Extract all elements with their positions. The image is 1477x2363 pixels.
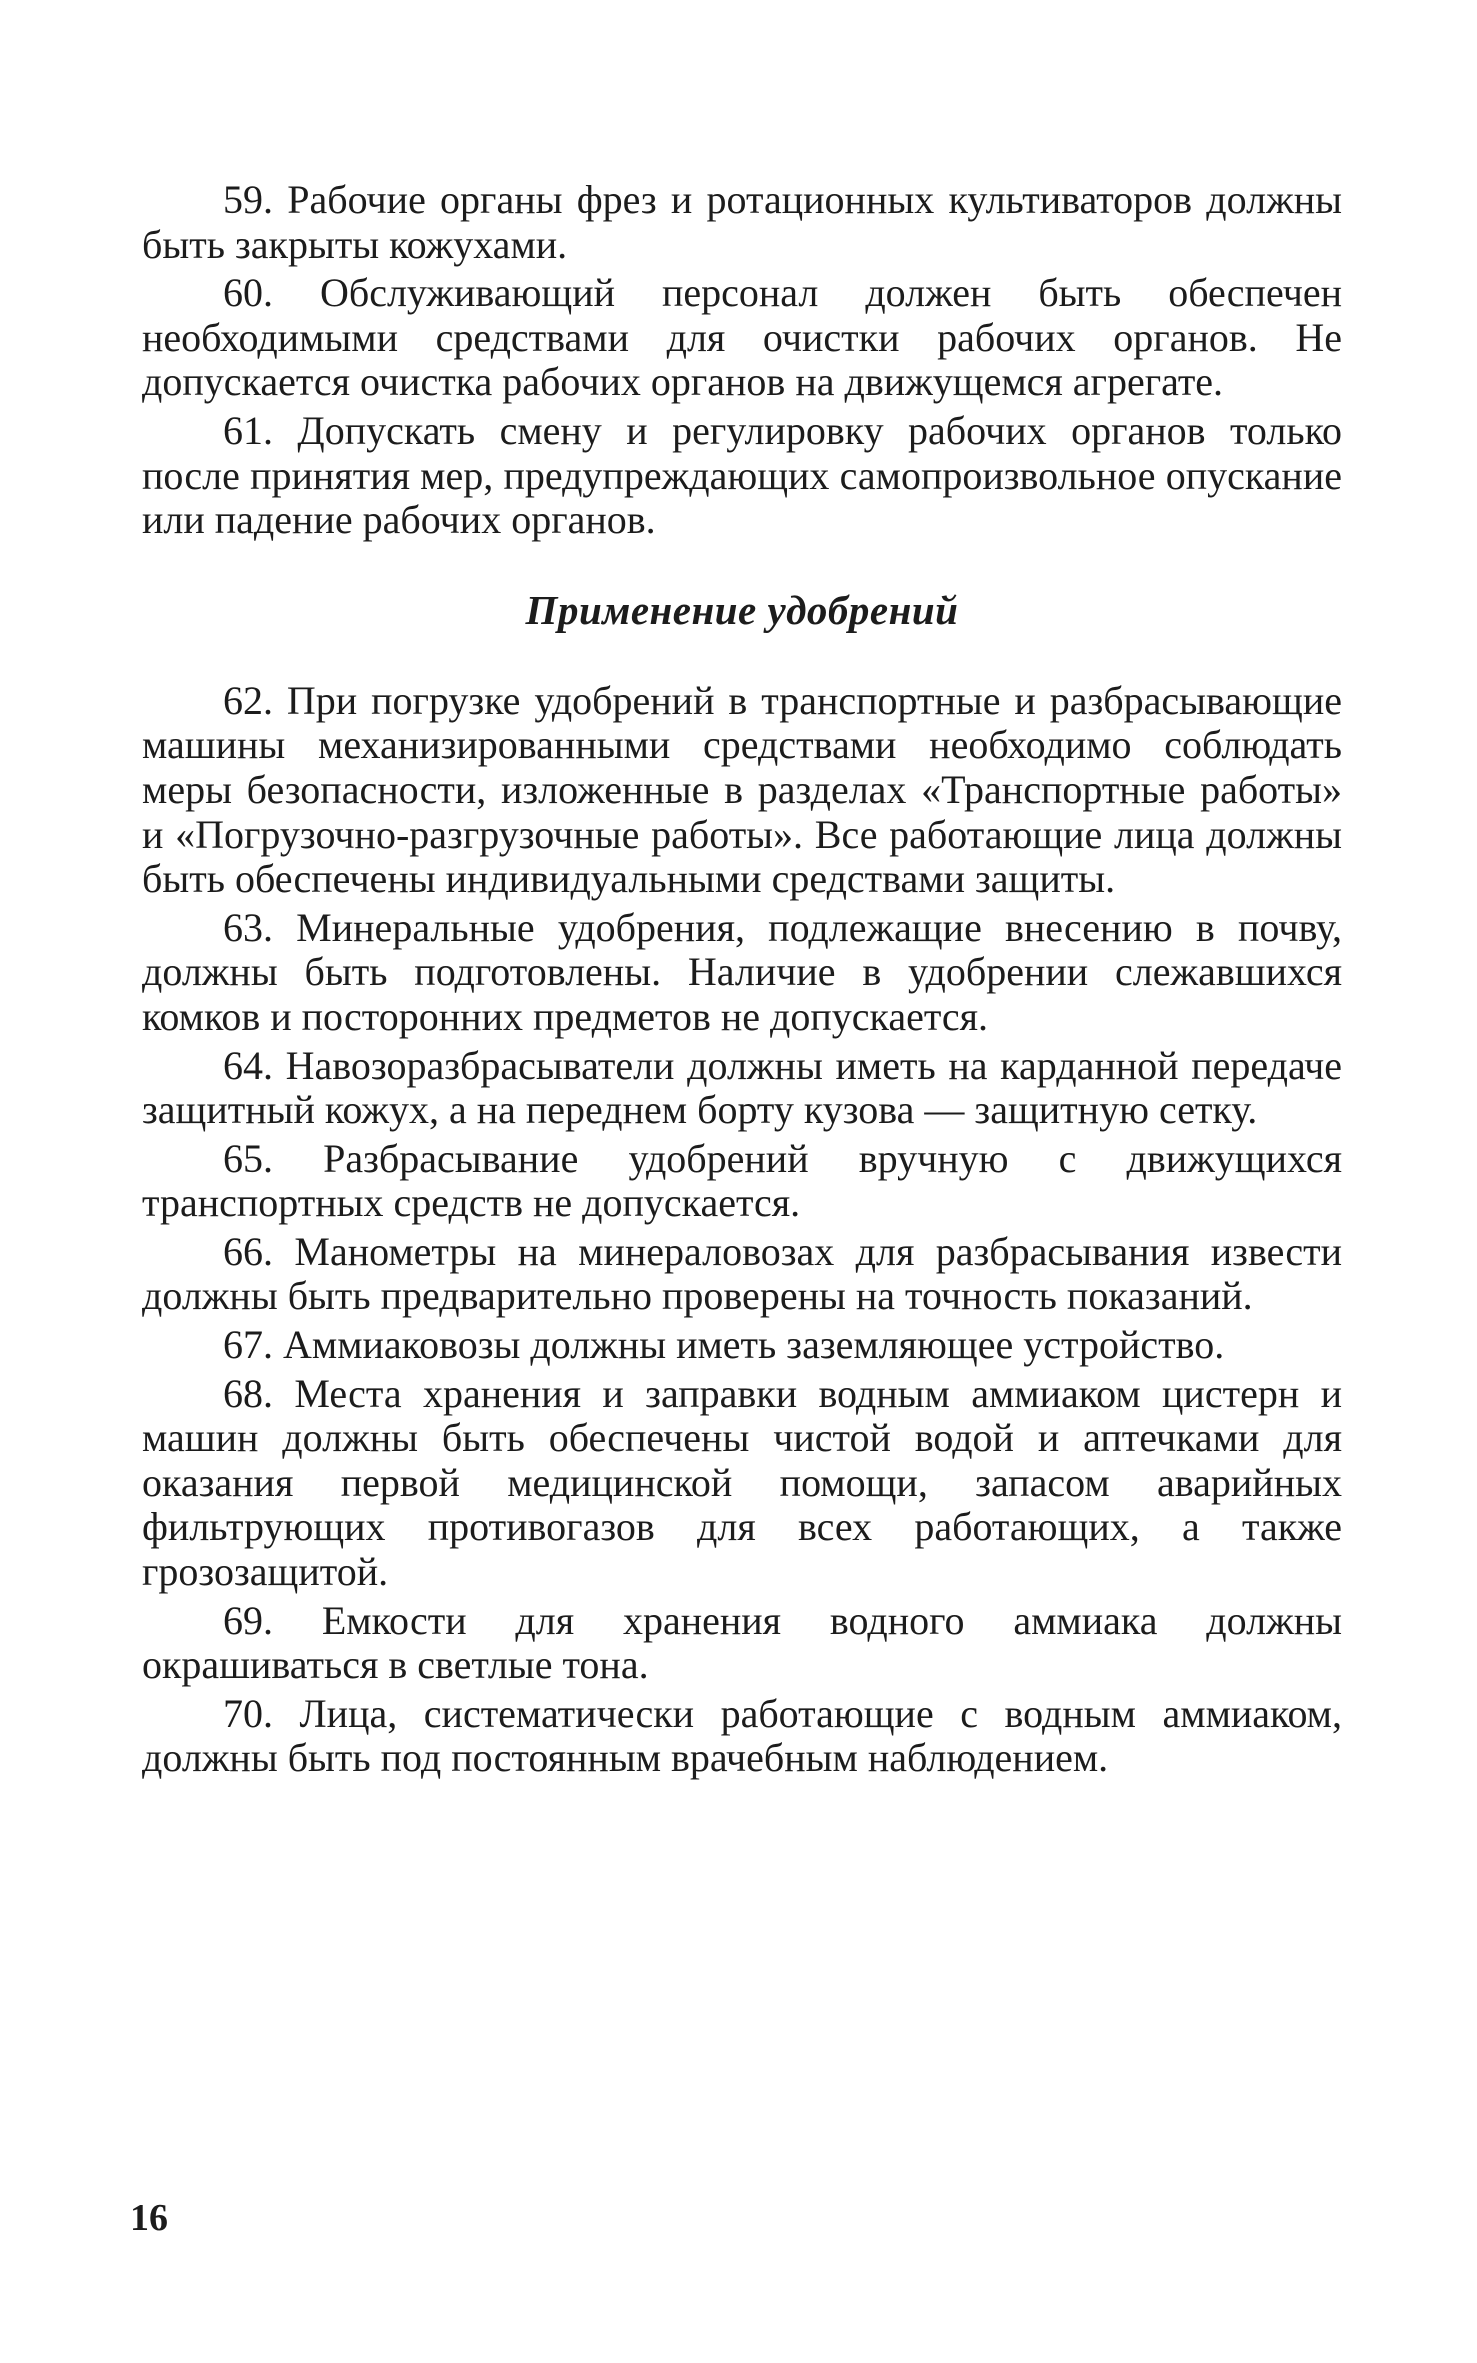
paragraph-68: 68. Места хранения и заправки водным аммиаком цистерн и машин должны быть обеспечены чистой водой и аптечками для оказания первой медицинской помощи, запасом аварийных фильтрующих противогазов для всех работающих, а также грозозащитой. [142, 1370, 1342, 1595]
paragraph-67: 67. Аммиаковозы должны иметь заземляющее устройство. [223, 1322, 1225, 1368]
page-body [142, 178, 1342, 1781]
paragraph-59: 59. Рабочие органы фрез и ротационных культиваторов должны быть закрыты кожухами. [142, 177, 1342, 267]
paragraph-60: 60. Обслуживающий персонал должен быть обеспечен необходимыми средствами для очистки рабочих органов. Не допускается очистка рабочих органов на движущемся агрегате. [142, 270, 1342, 405]
paragraph-65: 65. Разбрасывание удобрений вручную с движущихся транспортных средств не допускается. [142, 1135, 1342, 1226]
paragraph-70: 70. Лица, систематически работающие с водным аммиаком, должны быть под постоянным врачебным наблюдением. [142, 1690, 1342, 1781]
section-heading: Применение удобрений [525, 586, 959, 633]
paragraph-69: 69. Емкости для хранения водного аммиака должны окрашиваться в светлые тона. [142, 1597, 1342, 1688]
page-number: 16 [130, 2197, 168, 2239]
paragraph-63: 63. Минеральные удобрения, подлежащие внесению в почву, должны быть подготовлены. Наличие в удобрении слежавшихся комков и посторонних предметов не допускается. [142, 904, 1342, 1039]
paragraph-61: 61. Допускать смену и регулировку рабочих органов только после принятия мер, предупреждающих самопроизвольное опускание или падение рабочих органов. [142, 407, 1342, 543]
paragraph-62: 62. При погрузке удобрений в транспортные и разбрасывающие машины механизированными средствами необходимо соблюдать меры безопасности, изложенные в разделах «Транспортные работы» и «Погрузочно-разгрузочные работы». Все работающие лица должны быть обеспечены индивидуальными средствами защиты. [142, 677, 1342, 902]
paragraph-64: 64. Навозоразбрасыватели должны иметь на карданной передаче защитный кожух, а на переднем борту кузова — защитную сетку. [142, 1042, 1342, 1133]
paragraph-66: 66. Манометры на минераловозах для разбрасывания извести должны быть предварительно проверены на точность показаний. [142, 1228, 1342, 1319]
